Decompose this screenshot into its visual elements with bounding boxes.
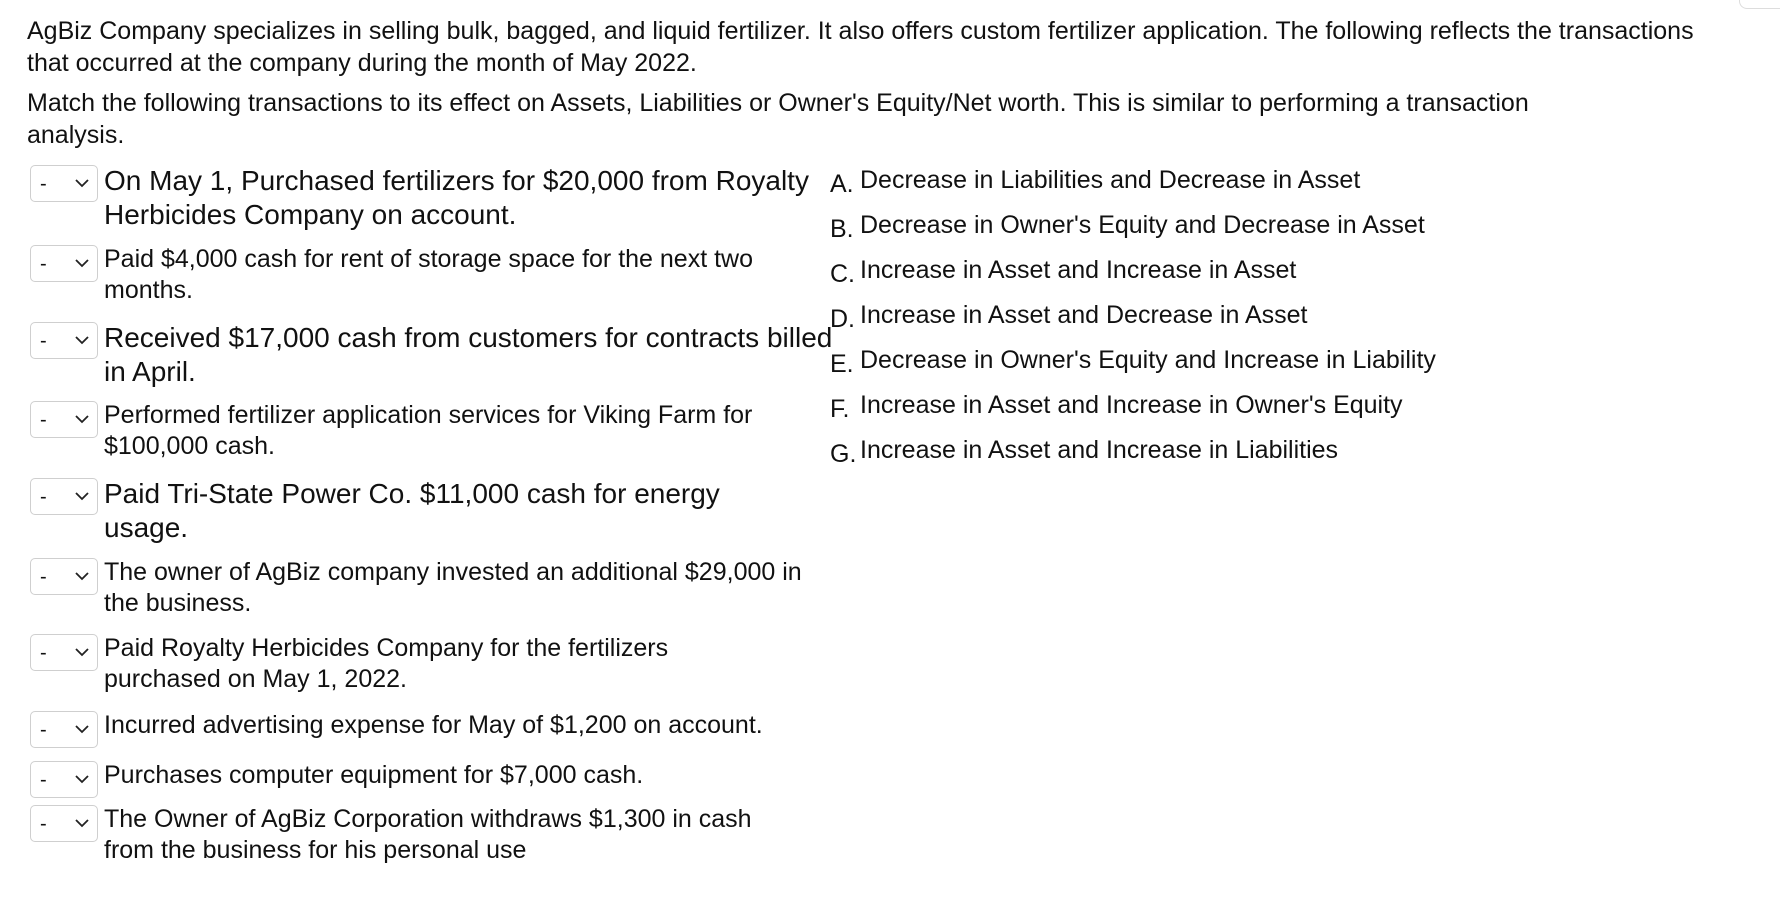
transaction-text: The Owner of AgBiz Corporation withdraws $1,300 in cash from the business for his personal use — [104, 805, 752, 864]
window-corner-tab — [1739, 0, 1780, 9]
chevron-down-icon — [75, 725, 89, 734]
answer-select[interactable] — [30, 245, 98, 282]
transaction-row — [30, 400, 834, 462]
answer-letter: F. — [830, 395, 850, 423]
transaction-text: Incurred advertising expense for May of $1,200 on account. — [104, 711, 763, 739]
answer-letter: D. — [830, 305, 855, 333]
answer-letter: E. — [830, 350, 854, 378]
select-value: - — [40, 253, 47, 275]
transaction-text: Paid Tri-State Power Co. $11,000 cash for energy usage. — [104, 478, 720, 543]
transaction-row — [30, 804, 804, 866]
select-value: - — [40, 566, 47, 588]
answer-text: Increase in Asset and Increase in Asset — [860, 256, 1297, 284]
select-value: - — [40, 330, 47, 352]
answer-letter: A. — [830, 170, 854, 198]
answer-text: Increase in Asset and Increase in Owner's Equity — [860, 391, 1403, 419]
chevron-down-icon — [75, 648, 89, 657]
answer-choice — [830, 389, 1403, 421]
chevron-down-icon — [75, 775, 89, 784]
answer-select[interactable] — [30, 761, 98, 798]
answer-text: Increase in Asset and Increase in Liabilities — [860, 436, 1339, 464]
transaction-row — [30, 244, 834, 306]
answer-letter: C. — [830, 260, 855, 288]
answer-select[interactable] — [30, 401, 98, 438]
answer-select[interactable] — [30, 634, 98, 671]
chevron-down-icon — [75, 179, 89, 188]
transaction-text: Received $17,000 cash from customers for contracts billed in April. — [104, 322, 833, 387]
chevron-down-icon — [75, 819, 89, 828]
transaction-row — [30, 477, 784, 545]
answer-choice — [830, 254, 1296, 286]
answer-select[interactable] — [30, 165, 98, 202]
chevron-down-icon — [75, 572, 89, 581]
transaction-text: On May 1, Purchased fertilizers for $20,000 from Royalty Herbicides Company on account. — [104, 165, 809, 230]
transaction-row — [30, 710, 834, 748]
transaction-text: Paid $4,000 cash for rent of storage space for the next two months. — [104, 245, 753, 304]
answer-select[interactable] — [30, 478, 98, 515]
answer-text: Decrease in Liabilities and Decrease in Asset — [860, 166, 1361, 194]
answer-choice — [830, 209, 1425, 241]
chevron-down-icon — [75, 415, 89, 424]
answer-choice — [830, 434, 1338, 466]
answer-text: Decrease in Owner's Equity and Decrease in Asset — [860, 211, 1425, 239]
intro-text: AgBiz Company specializes in selling bulk, bagged, and liquid fertilizer. It also offers custom fertilizer application. The following reflects the transactions that occurred at the company during the month of May 2022. — [27, 17, 1694, 77]
chevron-down-icon — [75, 336, 89, 345]
select-value: - — [40, 409, 47, 431]
transaction-text: Performed fertilizer application services for Viking Farm for $100,000 cash. — [104, 401, 753, 460]
answer-select[interactable] — [30, 711, 98, 748]
answer-select[interactable] — [30, 558, 98, 595]
answer-letter: B. — [830, 215, 854, 243]
transaction-row — [30, 760, 834, 798]
answer-select[interactable] — [30, 805, 98, 842]
transaction-row — [30, 633, 744, 695]
answer-text: Increase in Asset and Decrease in Asset — [860, 301, 1308, 329]
transaction-row — [30, 164, 834, 232]
select-value: - — [40, 813, 47, 835]
transaction-row — [30, 321, 834, 389]
select-value: - — [40, 486, 47, 508]
transaction-text: The owner of AgBiz company invested an additional $29,000 in the business. — [104, 558, 802, 617]
transaction-text: Paid Royalty Herbicides Company for the fertilizers purchased on May 1, 2022. — [104, 634, 669, 693]
answer-letter: G. — [830, 440, 857, 468]
chevron-down-icon — [75, 492, 89, 501]
answer-choice — [830, 164, 1360, 196]
select-value: - — [40, 719, 47, 741]
select-value: - — [40, 173, 47, 195]
answer-choice — [830, 299, 1307, 331]
answer-select[interactable] — [30, 322, 98, 359]
instructions-text: Match the following transactions to its effect on Assets, Liabilities or Owner's Equity/Net worth. This is similar to performing a transaction analysis. — [27, 89, 1529, 149]
select-value: - — [40, 769, 47, 791]
transaction-row — [30, 557, 834, 619]
transaction-text: Purchases computer equipment for $7,000 cash. — [104, 761, 644, 789]
chevron-down-icon — [75, 259, 89, 268]
answer-choice — [830, 344, 1436, 376]
answer-text: Decrease in Owner's Equity and Increase in Liability — [860, 346, 1436, 374]
select-value: - — [40, 642, 47, 664]
